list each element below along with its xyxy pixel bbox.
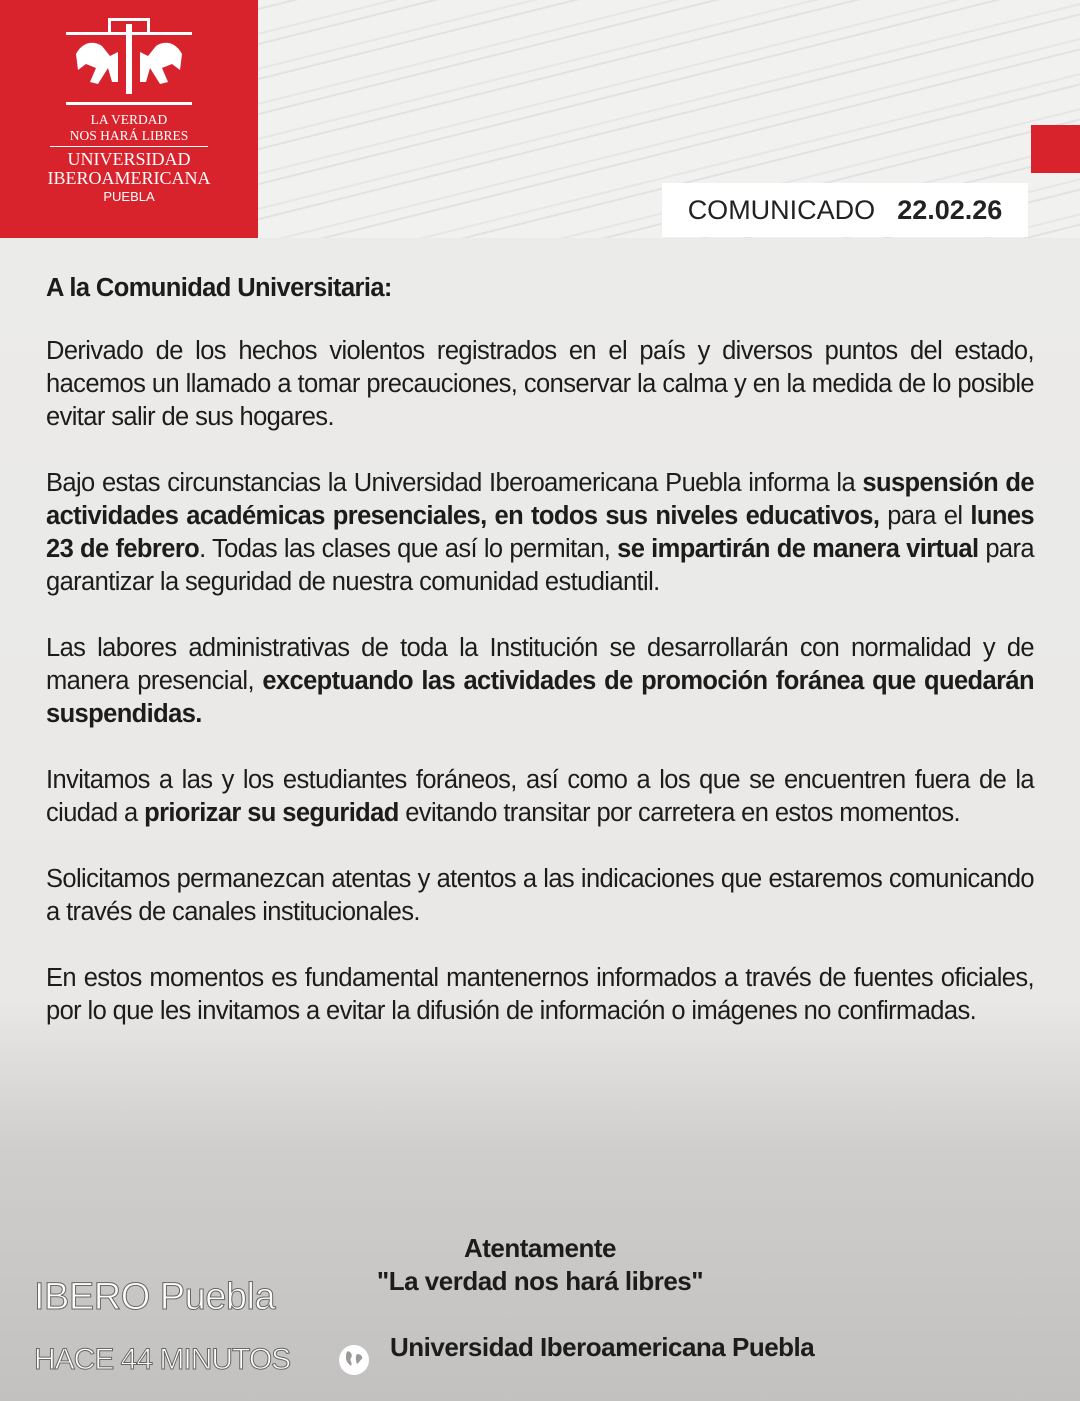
text: evitando transitar por carretera en estos momentos.	[398, 799, 960, 827]
paragraph-4	[46, 764, 1034, 830]
communique-label: COMUNICADO	[687, 194, 876, 225]
communique-body	[46, 272, 1034, 1061]
bold-text: exceptuando las actividades de promoción foránea que quedarán suspendidas.	[46, 667, 1034, 728]
text: para garantizar la seguridad de nuestra comunidad estudiantil.	[46, 535, 1034, 596]
paragraph-1: Derivado de los hechos violentos registrados en el país y diversos puntos del estado, hacemos un llamado a tomar precauciones, conservar la calma y en la medida de lo posible evitar salir de sus hogares.	[46, 337, 1034, 431]
signature-institution: Universidad Iberoamericana Puebla	[390, 1332, 815, 1362]
post-timestamp: HACE 44 MINUTOS	[34, 1343, 291, 1376]
globe-icon	[338, 1344, 370, 1376]
bold-text: se impartirán de manera virtual	[617, 535, 979, 563]
bold-text: priorizar su seguridad	[144, 799, 399, 827]
bold-text: suspensión de actividades académicas presenciales, en todos sus niveles educativos,	[46, 469, 1034, 530]
bold-text: lunes 23 de febrero	[46, 502, 1034, 563]
paragraph-2	[46, 467, 1034, 599]
text: Las labores administrativas de toda la Institución se desarrollarán con normalidad y de manera presencial,	[46, 634, 1034, 695]
communique-badge	[662, 183, 1028, 237]
text: para el	[879, 502, 971, 530]
paragraph-5: Solicitamos permanezcan atentas y atentos a las indicaciones que estaremos comunicando a través de canales institucionales.	[46, 865, 1034, 926]
text: Invitamos a las y los estudiantes foráneos, así como a los que se encuentren fuera de la ciudad a	[46, 766, 1034, 827]
communique-date: 22.02.26	[897, 194, 1003, 225]
red-accent-tab	[1031, 125, 1080, 173]
logo-name-line2: IBEROAMERICANA	[47, 168, 211, 188]
coat-of-arms-icon	[56, 14, 202, 110]
greeting: A la Comunidad Universitaria:	[46, 274, 392, 302]
logo-campus: PUEBLA	[103, 189, 155, 204]
logo-motto-line2: NOS HARÁ LIBRES	[69, 128, 189, 143]
text: . Todas las clases que así lo permitan,	[199, 535, 618, 563]
signature-closing: Atentamente	[464, 1233, 616, 1263]
signature-motto: "La verdad nos hará libres"	[376, 1266, 704, 1296]
paragraph-3	[46, 632, 1034, 731]
logo-motto-line1: LA VERDAD	[90, 112, 168, 127]
logo-divider	[50, 146, 208, 147]
post-account-name[interactable]: IBERO Puebla	[34, 1276, 276, 1318]
paragraph-6: En estos momentos es fundamental mantenernos informados a través de fuentes oficiales, por lo que les invitamos a evitar la difusión de información o imágenes no confirmadas.	[46, 964, 1034, 1025]
logo-name-line1: UNIVERSIDAD	[67, 149, 191, 169]
university-logo	[0, 0, 258, 238]
text: Bajo estas circunstancias la Universidad Iberoamericana Puebla informa la	[46, 469, 863, 497]
